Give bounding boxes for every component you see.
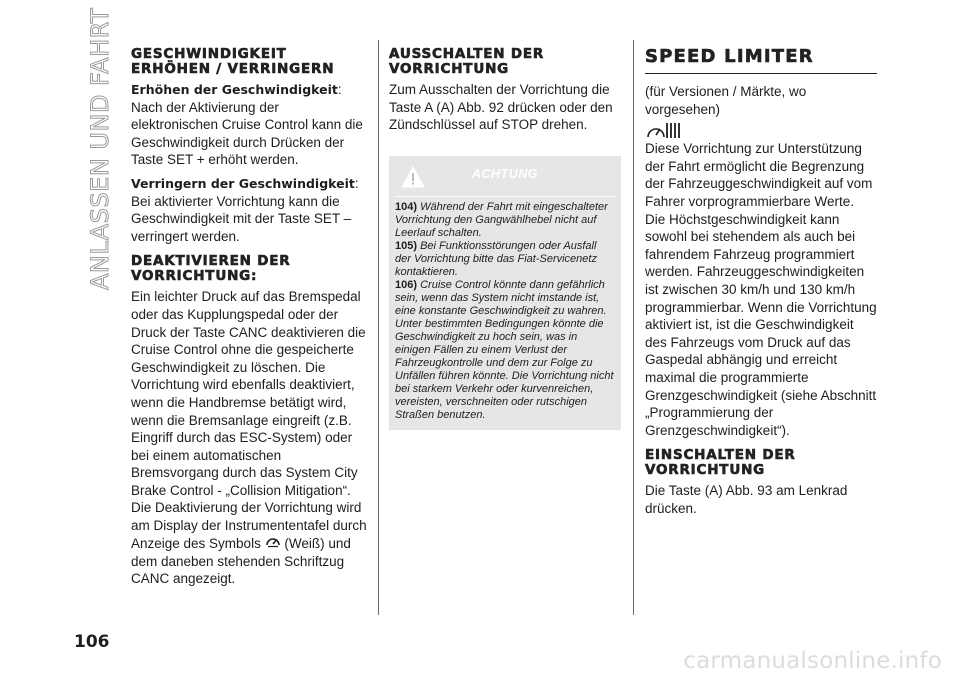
note-number: 105) (395, 239, 418, 252)
body-text: Bei aktivierter Vorrichtung kann die Geschwindigkeit mit der Taste SET – verringert werden. (131, 193, 352, 244)
subheading-suffix: : (354, 175, 359, 191)
column-divider (633, 40, 634, 615)
cruise-control-icon (265, 535, 281, 553)
watermark-text: carmanualsonline.info (683, 648, 942, 674)
body-text: Nach der Aktivierung der elektronischen Cruise Control kann die Geschwindigkeit durch Drücken der Taste SET + erhöht werden. (131, 99, 363, 168)
subheading-suffix: : (337, 82, 342, 97)
section-heading: EINSCHALTEN DER VORRICHTUNG (645, 447, 796, 479)
note-text: Cruise Control könnte dann gefährlich sein, wenn das System nicht imstande ist, eine konstante Geschwindigkeit zu wahren. Unter bestimmten Bedingungen könnte die Geschwindigkeit zu hoch sein, was in einigen Fällen zu einem Verlust der Fahrzeugkontrolle und dem zur Folge zu Unfällen führen könnte. Die Vorrichtung nicht bei starkem Verkehr oder kurvenreichen, vereisten, verschneiten oder rutschigen Straßen benutzen. (395, 278, 614, 421)
subheading: Erhöhen der Geschwindigkeit (131, 82, 338, 97)
column-middle (389, 47, 621, 430)
heading-rule (645, 73, 877, 74)
column-right (645, 47, 877, 517)
paragraph (131, 81, 367, 169)
paragraph: (für Versionen / Märkte, wo vorgesehen) (645, 84, 807, 117)
paragraph: Diese Vorrichtung zur Unterstützung der Fahrt ermöglicht die Begrenzung der Fahrzeuggeschwindigkeit auf vom Fahrer vorprogrammierbare Werte. Die Höchstgeschwindigkeit kann sowohl bei stehendem als auch bei fahrendem Fahrzeug programmiert werden. Fahrzeuggeschwindigkeiten ist zwischen 30 km/h und 130 km/h programmierbar. Wenn die Vorrichtung aktiviert ist, ist die Geschwindigkeit des Fahrzeugs vom Druck auf das Gaspedal abhängig und erreicht maximal die programmierte Grenzgeschwindigkeit (siehe Abschnitt „Programmierung der Grenzgeschwindigkeit“). (645, 141, 877, 438)
warning-note (395, 240, 615, 279)
note-text: Während der Fahrt mit eingeschalteter Vorrichtung den Gangwählhebel nicht auf Leerlauf schalten. (395, 200, 608, 239)
section-heading: SPEED LIMITER (645, 46, 814, 67)
subheading: Verringern der Geschwindigkeit (131, 175, 355, 191)
body-text: (Weiß) und dem daneben stehenden Schriftzug CANC angezeigt. (131, 535, 351, 587)
page-number: 106 (74, 632, 110, 652)
section-heading: AUSSCHALTEN DER VORRICHTUNG (389, 46, 545, 77)
speed-limiter-icon (645, 120, 877, 140)
note-number: 104) (395, 200, 418, 213)
column-left (131, 47, 367, 588)
chapter-title-text: ANLASSEN UND FAHRT (86, 7, 114, 290)
note-number: 106) (395, 278, 418, 291)
paragraph (131, 288, 367, 588)
section-heading: DEAKTIVIEREN DER VORRICHTUNG: (131, 253, 291, 285)
body-text: Ein leichter Druck auf das Bremspedal oder das Kupplungspedal oder der Druck der Taste CANC deaktivieren die Cruise Control ohne die gespeicherte Geschwindigkeit zu löschen. Die Vorrichtung wird ebenfalls deaktiviert, wenn die Handbremse betätigt wird, wenn die Bremsanlage eingreift (z.B. Eingriff durch das ESC-System) oder bei einem automatischen Bremsvorgang durch das System City Brake Control - „Collision Mitigation“. Die Deaktivierung der Vorrichtung wird am Display der Instrumententafel durch Anzeige des Symbols (131, 289, 367, 551)
paragraph: Die Taste (A) Abb. 93 am Lenkrad drücken. (645, 483, 848, 516)
warning-divider (395, 196, 615, 197)
paragraph (131, 175, 367, 245)
warning-note (395, 201, 615, 240)
warning-box (389, 156, 621, 430)
note-text: Bei Funktionsstörungen oder Ausfall der Vorrichtung bitte das Fiat-Servicenetz kontaktieren. (395, 239, 597, 278)
column-divider (378, 40, 379, 615)
chapter-side-title (76, 7, 122, 290)
section-heading: GESCHWINDIGKEIT ERHÖHEN / VERRINGERN (131, 46, 335, 77)
warning-note (395, 279, 615, 422)
warning-label: ACHTUNG (472, 166, 538, 181)
paragraph: Zum Ausschalten der Vorrichtung die Taste A (A) Abb. 92 drücken oder den Zündschlüssel auf STOP drehen. (389, 82, 613, 133)
warning-header (395, 156, 615, 188)
